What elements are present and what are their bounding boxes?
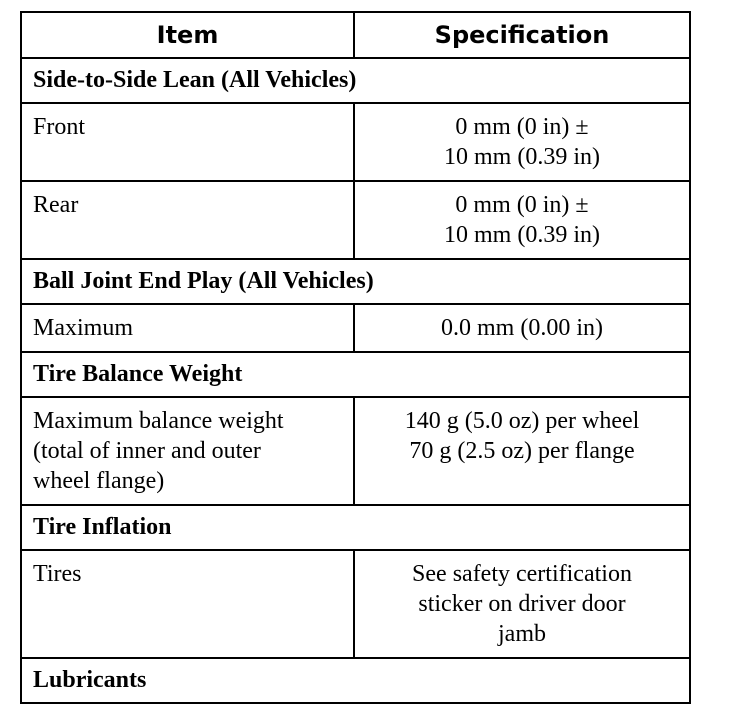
item-text: wheel flange) [33,468,165,494]
table-row [21,550,690,658]
spec-cell-front [354,103,690,181]
section-title-tire-balance-weight: Tire Balance Weight [21,352,690,397]
table-row [21,181,690,259]
spec-cell-maximum-balance-weight [354,397,690,505]
specification-table [20,11,691,704]
section-title-ball-joint-end-play: Ball Joint End Play (All Vehicles) [21,259,690,304]
item-cell-tires [21,550,354,658]
spec-text: 140 g (5.0 oz) per wheel [404,408,640,434]
header-item: Item [21,12,354,58]
section-row [21,352,690,397]
spec-cell-tires [354,550,690,658]
section-row [21,658,690,703]
section-row [21,505,690,550]
spec-text: 10 mm (0.39 in) [444,222,600,248]
item-cell-rear [21,181,354,259]
section-title-lubricants: Lubricants [21,658,690,703]
item-cell-front [21,103,354,181]
item-text: Maximum [33,315,133,341]
item-text: Tires [33,561,82,587]
header-row [21,12,690,58]
item-text: (total of inner and outer [33,438,261,464]
item-cell-maximum-balance-weight [21,397,354,505]
spec-text: jamb [498,621,546,647]
section-title-tire-inflation: Tire Inflation [21,505,690,550]
header-specification: Specification [354,12,690,58]
item-cell-maximum [21,304,354,352]
item-text: Front [33,114,86,140]
spec-text: 0 mm (0 in) ± [455,114,589,140]
spec-text: 70 g (2.5 oz) per flange [409,438,635,464]
item-text: Rear [33,192,79,218]
spec-cell-maximum [354,304,690,352]
table-row [21,103,690,181]
item-text: Maximum balance weight [33,408,284,434]
section-title-side-to-side-lean: Side-to-Side Lean (All Vehicles) [21,58,690,103]
spec-cell-rear [354,181,690,259]
spec-text: sticker on driver door [418,591,626,617]
spec-text: 0 mm (0 in) ± [455,192,589,218]
section-row [21,259,690,304]
table-row [21,397,690,505]
spec-text: 0.0 mm (0.00 in) [441,315,603,341]
spec-text: 10 mm (0.39 in) [444,144,600,170]
section-row [21,58,690,103]
table-row [21,304,690,352]
spec-text: See safety certification [412,561,632,587]
